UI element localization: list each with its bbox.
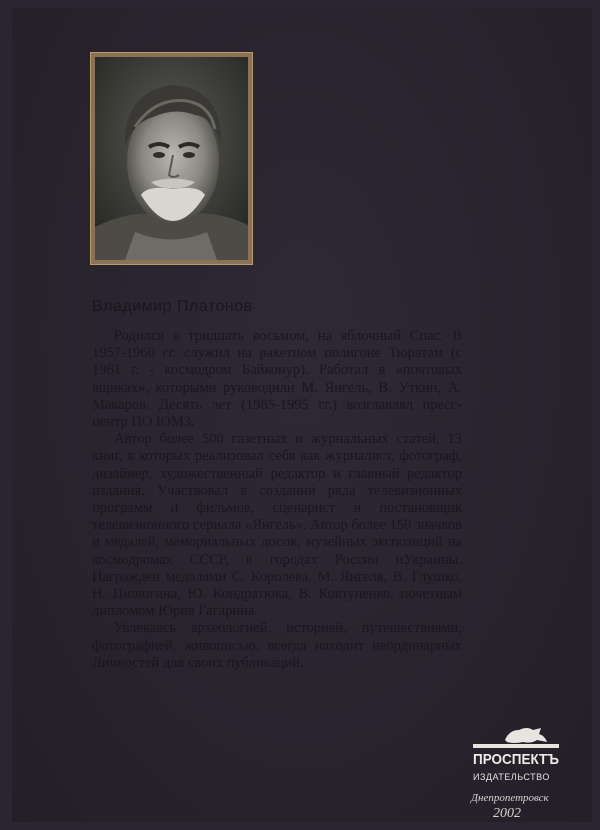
publisher-city: Днепропетровск <box>471 792 549 804</box>
author-biography <box>92 328 462 672</box>
horse-logo-icon <box>467 724 567 772</box>
author-photo <box>95 57 248 260</box>
publisher-year: 2002 <box>493 806 521 821</box>
bio-paragraph: Родился в тридцать восьмом, на яблочный Спас. В 1957-1960 гг. служил на ракетном полигоне Тюратам (с 1961 г. - космодром Байконур). Работал в «почтовых ящиках», которыми руководили М. Янгель, В. Уткин, А. Макаров. Десять лет (1985-1995 гг.) возглавлял пресс-центр ПО ЮМЗ. <box>92 328 462 431</box>
publisher-name: ПРОСПЕКТЪ <box>473 751 559 768</box>
bio-paragraph: Автор более 500 газетных и журнальных статей, 13 книг, в которых реализовал себя как журналист, фотограф, дизайнер, художественный редактор и главный редактор издания. Участвовал в создании ряда телевизионных программ и фильмов, сценарист и постановщик телевизионного сериала «Янгель». Автор более 150 значков и медалей, мемориальных досок, музейных экспозиций на космодромах СССР, в городах России иУкраины. Награжден медалями С. Королева, М. Янгеля, В. Глушко, Н. Пилюгина, Ю. Кондратюка, В. Ковтуненко, почетным дипломом Юрия Гагарина. <box>92 431 462 620</box>
author-photo-frame <box>90 52 253 265</box>
book-back-cover <box>12 8 592 822</box>
publisher-logo <box>467 724 567 824</box>
author-name: Владимир Платонов <box>92 298 253 315</box>
publisher-subtitle: ИЗДАТЕЛЬСТВО <box>473 772 550 782</box>
bio-paragraph: Увлекаясь археологией, историей, путешествиями, фотографией, живописью, всегда находит неординарных Личностей для своих публикаций. <box>92 620 462 671</box>
